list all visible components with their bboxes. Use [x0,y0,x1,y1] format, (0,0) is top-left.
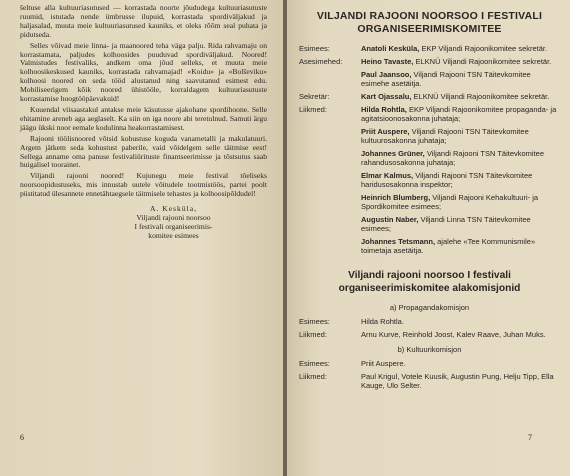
signature-line: I festivali organiseerimis- [134,222,213,232]
member-role: Asesimehed: [299,57,343,66]
member-row [299,92,560,101]
member-entry [361,105,560,123]
member-row [299,237,560,255]
member-entry [361,171,560,189]
member-entry [361,149,560,167]
member-description: EKP Viljandi Rajoonikomitee propaganda- ja agitatsioonosakonna juhataja; [361,105,557,123]
member-role [299,70,361,88]
member-role [299,193,361,211]
member-entry [361,44,560,53]
subcommittee-list [299,303,560,390]
committee-title [299,10,560,36]
subcommittee-heading: b) Kultuurikomisjon [397,345,462,354]
member-role [299,149,361,167]
title-line: ORGANISEERIMISKOMITEE [357,23,502,35]
member-description: Viljandi Rajooni TSN Täitevkomitee esimehe asetäitja. [361,70,531,88]
member-row [299,127,560,145]
member-list [299,44,560,255]
subcommittee-row [299,317,560,326]
member-name: Hilda Rohtla, [361,105,407,114]
member-entry [361,237,560,255]
member-role [299,127,361,145]
member-role [299,215,361,233]
member-role: Liikmed: [299,105,327,114]
member-description: Viljandi Rajooni Kehakultuuri- ja Spordikomitee esimees; [361,193,539,211]
member-name: Paul Jaansoo, [361,70,412,79]
member-name: Anatoli Kesküla, [361,44,420,53]
signature-line: komitee esimees [148,231,199,241]
member-name: Kart Ojassalu, [361,92,412,101]
signature-line: Viljandi rajooni noorsoo [136,213,211,223]
member-name: Johannes Tetsmann, [361,237,436,246]
member-row [299,44,560,53]
subcommittee-role: Esimees: [299,359,330,368]
member-entry [361,193,560,211]
member-description: ajalehe «Tee Kommunismile» toimetaja asetäitja. [361,237,536,255]
member-row [299,70,560,88]
subcommittee-role: Esimees: [299,317,330,326]
subcommittee-members: Hilda Rohtla. [361,317,404,326]
member-name: Elmar Kalmus, [361,171,414,180]
subtitle-line: Viljandi rajooni noorsoo I festivali [348,270,511,281]
paragraph: šeltuse alla kultuuriasutused — korrastada noorte jõududega kultuuriasutuste ruumid, istutada nende ümbrusse ilupuid, korrastada spordiväljakud ja haljasalad, muuta meie kultuuriasutused kauniks, et oleks rõõm seal puhata ja pidutseda. [20,3,267,39]
subtitle-line: organiseerimiskomitee alakomisjonid [338,283,521,294]
subcommittee-row [299,372,560,390]
paragraph: Kuuendal viisaastakul antakse meie käsutusse ajakohane spordihoone. Selle ehitamine areneb aga aeglaselt. Ka siin on iga noore abi teretulnud. Samuti ärgu jäägu ükski noor eemale kodulinna heakorrastamisest. [20,104,267,132]
page-number: 6 [20,433,24,442]
member-description: ELKNÜ Viljandi Rajoonikomitee sekretär. [415,57,552,66]
subcommittee-title [299,269,560,295]
subcommittee-role: Liikmed: [299,330,327,339]
member-name: Heino Tavaste, [361,57,414,66]
member-description: Viljandi Rajooni TSN Täitevkomitee kultuurosakonna juhataja; [361,127,529,145]
paragraph: Selles võivad meie linna- ja maanoored teha väga palju. Rida rahvamaju on korrastamata, paljudes kolhoosides puuduvad spordiväljakud. Noored! Valmistudes festivaliks, andkem oma jõud selleks, et muuta meie kolhoosikeskused kauniks, korrastada rahvamajad! «Koidu» ja «Bolševiku» kolhoosi noored on seda tööd alustanud ning saavutanud esimest edu. Mobiliseerigem kõik noored ühistööle, korraldagem kultuuriasutuste korrastamise hoogtööpäevakuid! [20,40,267,104]
member-row [299,171,560,189]
member-row [299,57,560,66]
subcommittee-heading: a) Propagandakomisjon [389,303,470,312]
paragraph: Rajooni töölisnoored võtsid kohustuse koguda vanametalli ja makulatuuri. Argem jätkem seda kohustust paberile, vaid võidelgem selle täitmise eest! Sellega anname oma panuse festivaliürituste finantseerimisse ja tõstsutus saab huigalisel toorainet. [20,133,267,170]
member-role: Sekretär: [299,92,330,101]
member-role [299,237,361,255]
member-description: ELKNÜ Viljandi Rajoonikomitee sekretär. [413,92,550,101]
member-name: Priit Auspere, [361,127,410,136]
member-row [299,193,560,211]
subcommittee-members: Paul Krigul, Votele Kuusik, Augustin Pung, Helju Tipp, Ella Kauge, Ulo Selter. [361,372,554,390]
signature-block [20,204,267,240]
paragraph: Viljandi rajooni noored! Kujunegu meie festival tõeliseks noorsoopidustuseks, mis innustab uutele võitudele tootmistöös, partei poolt püstitatud ülesannete ennetähtaegsele täitmisele tehastes ja kolhoosipõldudel! [20,171,267,199]
subcommittee-members: Arnu Kurve, Reinhold Joost, Kalev Raave, Juhan Muks. [361,330,546,339]
member-description: Viljandi Rajooni TSN Täitevkomitee rahandusosakonna juhataja; [361,149,545,167]
member-name: Johannes Grüner, [361,149,425,158]
member-row [299,105,560,123]
member-entry [361,70,560,88]
member-entry [361,57,560,66]
member-name: Augustin Naber, [361,215,419,224]
right-page [287,0,570,476]
member-role: Esimees: [299,44,330,53]
member-description: EKP Viljandi Rajoonikomitee sekretär. [421,44,548,53]
subcommittee-row [299,359,560,368]
member-row [299,215,560,233]
member-role [299,171,361,189]
page-number: 7 [528,433,532,442]
subcommittee-members: Priit Auspere. [361,359,406,368]
subcommittee-row [299,330,560,339]
member-name: Heinrich Blumberg, [361,193,431,202]
member-entry [361,92,560,101]
subcommittee-role: Liikmed: [299,372,327,381]
member-description: Viljandi Linna TSN Täitevkomitee esimees; [361,215,531,233]
member-entry [361,215,560,233]
member-row [299,149,560,167]
signature-name: A. Kesküla, [149,204,198,214]
title-line: VILJANDI RAJOONI NOORSOO I FESTIVALI [316,10,543,22]
member-description: Viljandi Rajooni TSN Täitevkomitee haridusosakonna inspektor; [361,171,533,189]
left-page [0,0,283,476]
member-entry [361,127,560,145]
